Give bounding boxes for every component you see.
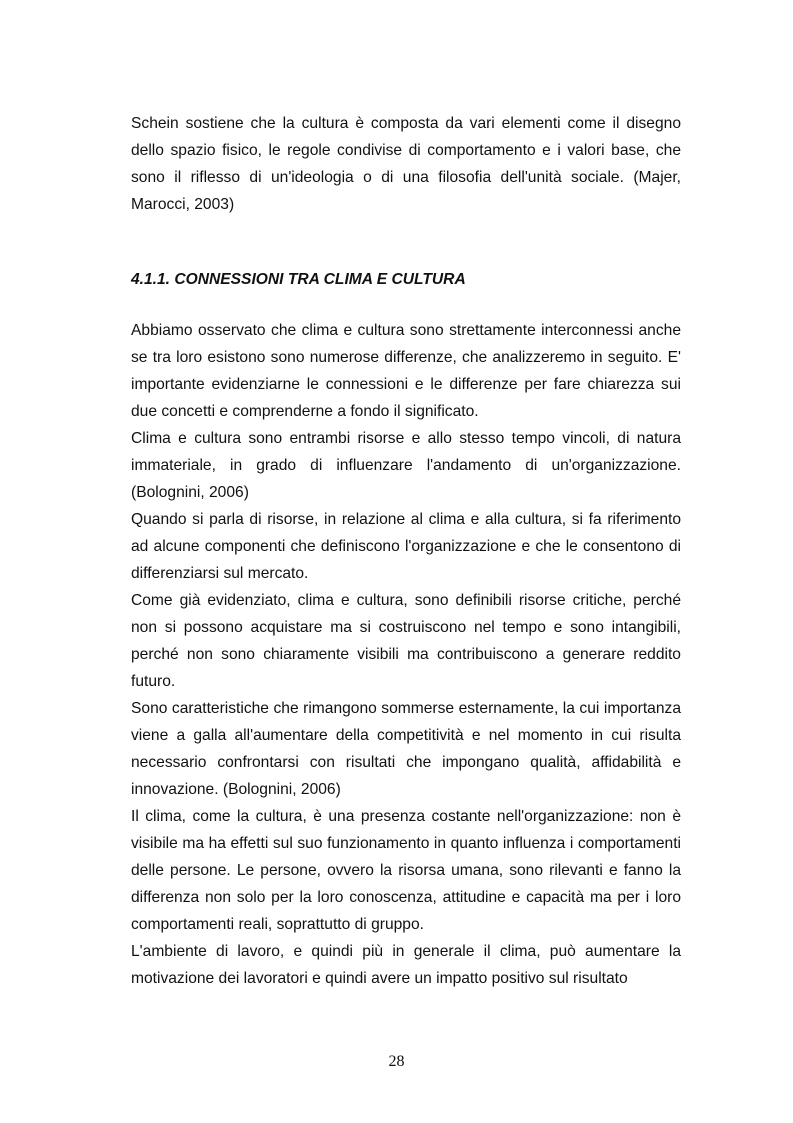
paragraph: Clima e cultura sono entrambi risorse e allo stesso tempo vincoli, di natura immateriale, in grado di influenzare l'andamento di un'organizzazione. (Bolognini, 2006) xyxy=(131,430,681,501)
paragraph: Come già evidenziato, clima e cultura, sono definibili risorse critiche, perché non si possono acquistare ma si costruiscono nel tempo e sono intangibili, perché non sono chiaramente visibili ma contribuiscono a generare reddito futuro. xyxy=(131,592,681,690)
paragraph: L'ambiente di lavoro, e quindi più in generale il clima, può aumentare la motivazione dei lavoratori e quindi avere un impatto positivo sul risultato xyxy=(131,943,681,987)
paragraph: Sono caratteristiche che rimangono sommerse esternamente, la cui importanza viene a galla all'aumentare della competitività e nel momento in cui risulta necessario confrontarsi con risultati che impongano qualità, affidabilità e innovazione. (Bolognini, 2006) xyxy=(131,700,681,798)
paragraph: Abbiamo osservato che clima e cultura sono strettamente interconnessi anche se tra loro esistono sono numerose differenze, che analizzeremo in seguito. E' importante evidenziarne le connessioni e le differenze per fare chiarezza sui due concetti e comprenderne a fondo il significato. xyxy=(131,322,681,420)
page-number: 28 xyxy=(388,1053,405,1070)
section-heading: 4.1.1. CONNESSIONI TRA CLIMA E CULTURA xyxy=(131,271,466,288)
paragraph: Il clima, come la cultura, è una presenza costante nell'organizzazione: non è visibile ma ha effetti sul suo funzionamento in quanto influenza i comportamenti delle persone. Le persone, ovvero la risorsa umana, sono rilevanti e fanno la differenza non solo per la loro conoscenza, attitudine e capacità ma per i loro comportamenti reali, soprattutto di gruppo. xyxy=(131,808,681,933)
paragraph: Quando si parla di risorse, in relazione al clima e alla cultura, si fa riferimento ad alcune componenti che definiscono l'organizzazione e che le consentono di differenziarsi sul mercato. xyxy=(131,511,681,582)
paragraph-intro: Schein sostiene che la cultura è composta da vari elementi come il disegno dello spazio fisico, le regole condivise di comportamento e i valori base, che sono il riflesso di un'ideologia o di una filosofia dell'unità sociale. (Majer, Marocci, 2003) xyxy=(131,115,681,213)
page-body xyxy=(131,110,681,992)
